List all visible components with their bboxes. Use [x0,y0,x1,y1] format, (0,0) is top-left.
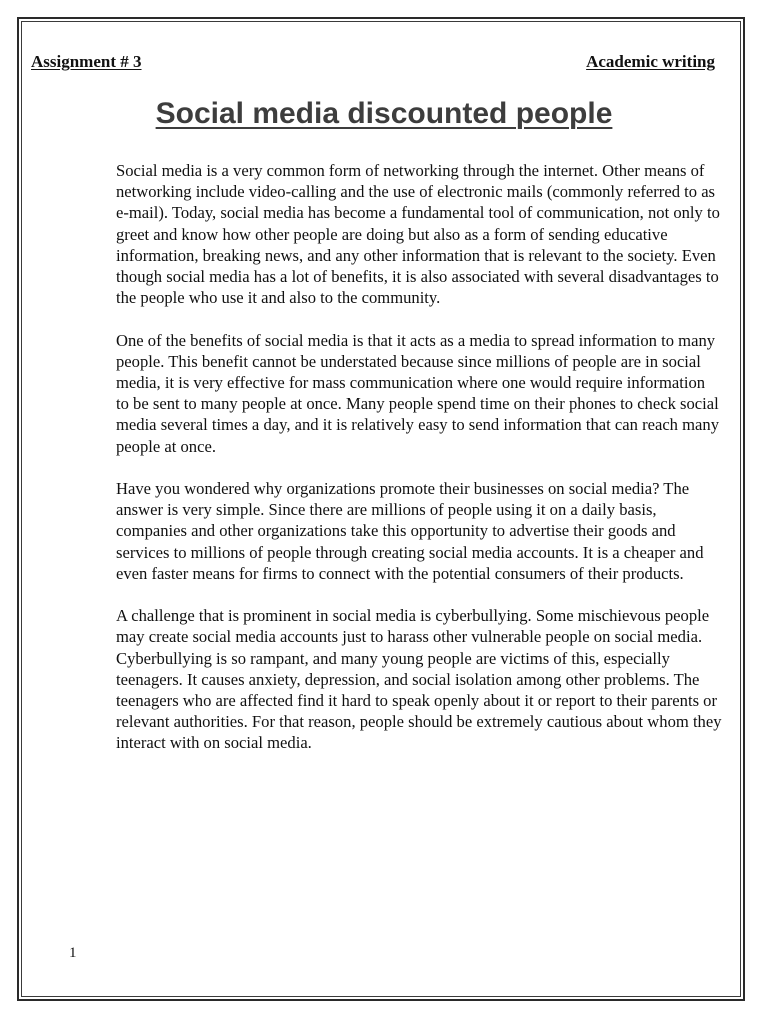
paragraph-2: One of the benefits of social media is that it acts as a media to spread information to many people. This benefit cannot be understated because since millions of people are in social media, it is very effective for mass communication where one would require information to be sent to many people at once. Many people spend time on their phones to check social media several times a day, and it is relatively easy to send information that can reach many people at once. [116,330,719,456]
document-title: Social media discounted people [155,97,613,130]
paragraph-1: Social media is a very common form of networking through the internet. Other means of networking include video-calling and the use of electronic mails (commonly referred to as e-mail). Today, social media has become a fundamental tool of communication, not only to greet and know how other people are doing but also as a form of sending educative information, breaking news, and any other information that is relevant to the society. Even though social media has a lot of benefits, it is also associated with several disadvantages to the people who use it and also to the community. [116,161,720,308]
course-label: Academic writing [586,52,715,71]
document-body [116,160,722,775]
assignment-label: Assignment # 3 [31,52,142,71]
paragraph-4: A challenge that is prominent in social media is cyberbullying. Some mischievous people may create social media accounts just to harass other vulnerable people on social media. Cyberbullying is so rampant, and many young people are victims of this, especially teenagers. It causes anxiety, depression, and social isolation among other problems. The teenagers who are affected find it hard to speak openly about it or report to their parents or relevant authorities. For that reason, people should be extremely cautious about whom they interact with on social media. [116,606,722,753]
paragraph-3: Have you wondered why organizations promote their businesses on social media? The answer is very simple. Since there are millions of people using it on a daily basis, companies and other organizations take this opportunity to advertise their goods and services to millions of people through creating social media accounts. It is a cheaper and even faster means for firms to connect with the potential consumers of their products. [116,479,704,583]
page-number: 1 [69,945,77,961]
